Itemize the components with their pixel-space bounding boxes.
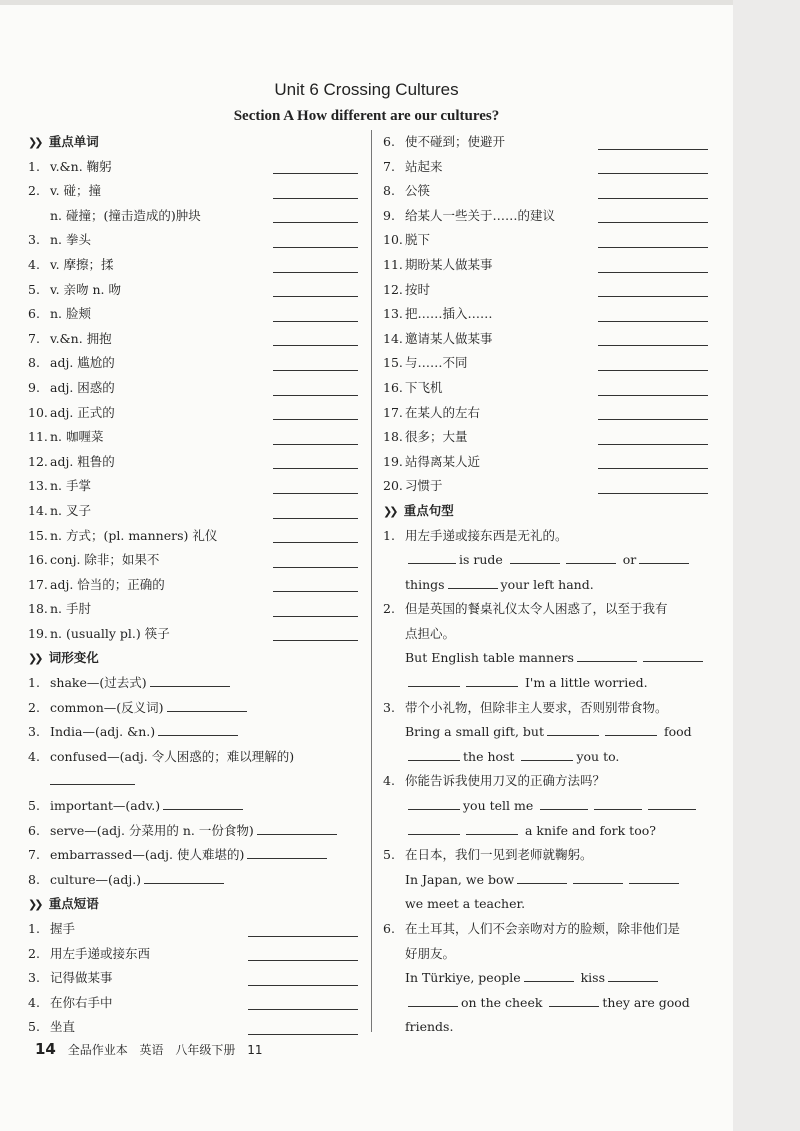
item-number: 13. xyxy=(383,306,403,322)
sentence-2-en: But English table manners xyxy=(383,646,708,671)
item-number: 11. xyxy=(28,429,48,445)
item-number: 14. xyxy=(28,502,48,518)
item-text: embarrassed—(adj. 使人难堪的) xyxy=(50,847,245,863)
answer-blank[interactable] xyxy=(273,591,358,592)
answer-blank[interactable] xyxy=(598,321,708,322)
phrase-list-left xyxy=(28,917,358,1040)
list-item xyxy=(28,966,358,991)
list-item xyxy=(28,843,358,868)
list-item xyxy=(28,794,358,819)
list-item xyxy=(28,327,358,352)
list-item xyxy=(28,524,358,549)
list-item xyxy=(28,179,358,204)
list-item xyxy=(28,425,358,450)
item-number: 17. xyxy=(383,404,403,420)
list-item xyxy=(383,155,708,180)
sentence-3-zh: 3. 带个小礼物，但除非主人要求，否则别带食物。 xyxy=(383,699,668,715)
list-item xyxy=(383,425,708,450)
answer-blank[interactable] xyxy=(273,419,358,420)
answer-blank[interactable] xyxy=(257,833,337,835)
item-number: 19. xyxy=(28,625,48,641)
list-item xyxy=(28,499,358,524)
sentence-6-zh: 6. 在土耳其，人们不会亲吻对方的脸颊，除非他们是 xyxy=(383,921,681,936)
list-item xyxy=(28,720,358,745)
answer-blank[interactable] xyxy=(598,149,708,150)
item-number: 6. xyxy=(28,306,40,322)
answer-blank[interactable] xyxy=(273,395,358,396)
item-text: important—(adv.) xyxy=(50,798,161,814)
list-item xyxy=(383,278,708,303)
page-footer xyxy=(35,1040,271,1058)
list-item xyxy=(28,942,358,967)
item-text: n. 咖喱菜 xyxy=(50,429,104,445)
section-title: Section A How different are our cultures? xyxy=(233,108,500,124)
answer-blank[interactable] xyxy=(598,370,708,371)
answer-blank[interactable] xyxy=(248,985,358,986)
item-text: n. 拳头 xyxy=(50,232,91,248)
item-text: n. 叉子 xyxy=(50,502,91,518)
item-text: adj. 尴尬的 xyxy=(50,355,115,371)
item-number: 17. xyxy=(28,576,48,592)
item-number: 18. xyxy=(383,429,403,445)
answer-blank[interactable] xyxy=(248,960,358,961)
item-text: 习惯于 xyxy=(405,478,443,494)
section-heading-vocab: ❯❯ 重点单词 xyxy=(28,134,99,149)
page-code: 11 xyxy=(247,1043,263,1057)
list-item xyxy=(28,1015,358,1040)
answer-blank[interactable] xyxy=(273,493,358,494)
page-top-edge xyxy=(0,0,733,5)
answer-blank[interactable] xyxy=(598,247,708,248)
item-text: 站得离某人近 xyxy=(405,453,481,469)
list-item xyxy=(383,253,708,278)
item-number: 18. xyxy=(28,601,48,617)
item-number: 10. xyxy=(28,404,48,420)
item-number: 9. xyxy=(383,207,395,223)
item-number: 4. xyxy=(28,994,40,1010)
right-column xyxy=(383,130,708,1040)
answer-blank[interactable] xyxy=(248,1034,358,1035)
answer-blank[interactable] xyxy=(598,272,708,273)
sentence-2-en-2: I'm a little worried. xyxy=(383,671,708,696)
list-item xyxy=(383,204,708,229)
answer-blank[interactable] xyxy=(158,734,238,736)
section-heading-wordforms: ❯❯ 词形变化 xyxy=(28,650,99,666)
item-text: 把……插入…… xyxy=(405,306,493,322)
answer-blank[interactable] xyxy=(598,296,708,297)
item-text: n. (usually pl.) 筷子 xyxy=(50,625,170,641)
item-number: 15. xyxy=(383,355,403,371)
item-text: 握手 xyxy=(50,921,76,936)
answer-blank[interactable] xyxy=(598,444,708,445)
answer-blank[interactable] xyxy=(273,296,358,297)
item-number: 14. xyxy=(383,330,403,346)
answer-blank[interactable] xyxy=(273,468,358,469)
answer-blank[interactable] xyxy=(248,1009,358,1010)
item-text: 邀请某人做某事 xyxy=(405,330,493,346)
answer-blank[interactable] xyxy=(163,808,243,810)
answer-blank[interactable] xyxy=(273,640,358,641)
answer-blank[interactable] xyxy=(273,321,358,322)
list-item xyxy=(28,819,358,844)
item-number: 7. xyxy=(28,330,40,346)
answer-blank[interactable] xyxy=(273,370,358,371)
list-item xyxy=(28,548,358,573)
answer-blank[interactable] xyxy=(273,222,358,223)
item-text: v.&n. 拥抱 xyxy=(50,330,112,346)
item-text: 坐直 xyxy=(50,1019,76,1035)
item-number: 20. xyxy=(383,478,403,494)
answer-blank[interactable] xyxy=(598,468,708,469)
answer-blank[interactable] xyxy=(273,444,358,445)
list-item xyxy=(383,474,708,499)
answer-blank[interactable] xyxy=(144,882,224,884)
list-item xyxy=(28,204,358,229)
answer-blank[interactable] xyxy=(598,222,708,223)
list-item xyxy=(28,745,358,770)
answer-blank[interactable] xyxy=(598,198,708,199)
list-item xyxy=(383,130,708,155)
item-text: v. 摩擦；揉 xyxy=(50,256,114,272)
answer-blank[interactable] xyxy=(50,783,135,785)
list-item xyxy=(28,474,358,499)
vocab-list xyxy=(28,155,358,647)
item-text: v. 亲吻 n. 吻 xyxy=(50,281,121,297)
sentence-1-zh: 1. 用左手递或接东西是无礼的。 xyxy=(383,527,568,543)
item-text: 给某人一些关于……的建议 xyxy=(405,207,556,223)
list-item xyxy=(28,868,358,893)
sentence-5-en: In Japan, we bow xyxy=(383,868,708,893)
item-text: India—(adj. &n.) xyxy=(50,724,156,740)
item-number: 6. xyxy=(383,134,395,149)
sentence-5-en-2: we meet a teacher. xyxy=(405,896,526,912)
sentence-2-zh-2: 点担心。 xyxy=(405,625,456,641)
item-number: 7. xyxy=(383,158,395,174)
list-item xyxy=(28,597,358,622)
item-text: conj. 除非；如果不 xyxy=(50,552,160,568)
list-item xyxy=(28,155,358,180)
list-item xyxy=(383,376,708,401)
list-item xyxy=(383,228,708,253)
unit-title: Unit 6 Crossing Cultures xyxy=(274,80,459,99)
column-divider xyxy=(371,130,372,1032)
item-number: 9. xyxy=(28,379,40,395)
answer-blank[interactable] xyxy=(598,419,708,420)
item-text: v. 碰；撞 xyxy=(50,183,102,199)
item-number: 1. xyxy=(28,675,40,691)
item-text: n. 碰撞；(撞击造成的)肿块 xyxy=(50,207,201,223)
item-number: 7. xyxy=(28,847,40,863)
item-number: 11. xyxy=(383,256,403,272)
item-text: 在你右手中 xyxy=(50,994,113,1010)
item-text: 使不碰到；使避开 xyxy=(405,134,506,149)
list-item xyxy=(383,179,708,204)
list-item xyxy=(28,401,358,426)
book-name: 全品作业本 xyxy=(67,1043,128,1057)
item-number: 16. xyxy=(383,379,403,395)
page-number: 14 xyxy=(35,1040,56,1058)
item-text: adj. 困惑的 xyxy=(50,379,115,395)
sentence-6-en-3: friends. xyxy=(405,1019,454,1035)
scan-margin xyxy=(733,0,800,1131)
subject: 英语 xyxy=(139,1043,164,1057)
list-item xyxy=(383,401,708,426)
item-number: 10. xyxy=(383,232,403,248)
list-item xyxy=(28,991,358,1016)
item-number: 8. xyxy=(28,871,40,887)
item-text: 站起来 xyxy=(405,158,443,174)
item-number: 3. xyxy=(28,970,40,986)
item-number: 2. xyxy=(28,699,40,715)
item-text: 下飞机 xyxy=(405,379,443,395)
answer-blank[interactable] xyxy=(273,518,358,519)
item-text: 在某人的左右 xyxy=(405,404,481,420)
item-text: adj. 正式的 xyxy=(50,404,115,420)
item-number: 12. xyxy=(383,281,403,297)
list-item xyxy=(28,573,358,598)
answer-blank[interactable] xyxy=(273,173,358,174)
list-item xyxy=(383,302,708,327)
sentence-6-en-2: on the cheek they are good xyxy=(383,991,708,1016)
item-number: 15. xyxy=(28,527,48,543)
sentence-4-zh: 4. 你能告诉我使用刀叉的正确方法吗？ xyxy=(383,773,606,789)
sentence-4-en-2: a knife and fork too? xyxy=(383,819,708,844)
item-number: 8. xyxy=(28,355,40,371)
sentence-3-en-2: the host you to. xyxy=(383,745,708,770)
sentence-3-en: Bring a small gift, but food xyxy=(405,724,692,740)
item-number: 5. xyxy=(28,281,40,297)
item-text: 很多；大量 xyxy=(405,429,468,445)
item-number: 19. xyxy=(383,453,403,469)
sentence-1-en: is rude or xyxy=(383,548,708,573)
item-number: 1. xyxy=(28,158,40,174)
list-item xyxy=(28,917,358,942)
list-item xyxy=(28,302,358,327)
item-text: 脱下 xyxy=(405,232,431,248)
item-text: 按时 xyxy=(405,281,431,297)
list-item xyxy=(28,278,358,303)
item-text: 记得做某事 xyxy=(50,970,113,986)
item-text: adj. 粗鲁的 xyxy=(50,453,115,469)
item-number: 16. xyxy=(28,552,48,568)
answer-blank[interactable] xyxy=(167,710,247,712)
item-number: 2. xyxy=(28,945,40,961)
item-text: 公筷 xyxy=(405,183,431,199)
sentence-5-zh: 5. 在日本，我们一见到老师就鞠躬。 xyxy=(383,847,593,863)
list-item xyxy=(383,351,708,376)
item-text: culture—(adj.) xyxy=(50,871,142,887)
wordform-list xyxy=(28,671,358,892)
answer-blank[interactable] xyxy=(598,395,708,396)
item-number: 2. xyxy=(28,183,40,199)
item-text: 与……不同 xyxy=(405,355,468,371)
sentence-6-zh-2: 好朋友。 xyxy=(405,945,456,961)
answer-blank[interactable] xyxy=(598,493,708,494)
sentence-1-en-2: things your left hand. xyxy=(405,576,594,592)
item-number: 13. xyxy=(28,478,48,494)
item-number: 5. xyxy=(28,798,40,814)
item-text: n. 手掌 xyxy=(50,478,91,494)
item-number: 6. xyxy=(28,822,40,838)
sentence-6-en: In Türkiye, people kiss xyxy=(383,966,708,991)
item-text: adj. 恰当的；正确的 xyxy=(50,576,165,592)
list-item xyxy=(28,253,358,278)
answer-blank[interactable] xyxy=(598,173,708,174)
item-number: 3. xyxy=(28,232,40,248)
item-text: 期盼某人做某事 xyxy=(405,256,493,272)
list-item xyxy=(28,351,358,376)
phrase-list-right xyxy=(383,130,708,499)
answer-blank[interactable] xyxy=(273,567,358,568)
answer-blank[interactable] xyxy=(150,685,230,687)
answer-blank[interactable] xyxy=(248,936,358,937)
answer-blank[interactable] xyxy=(273,198,358,199)
item-text: common—(反义词) xyxy=(50,699,164,715)
left-column xyxy=(28,130,358,1040)
answer-blank[interactable] xyxy=(273,345,358,346)
list-item xyxy=(28,450,358,475)
list-item xyxy=(28,376,358,401)
list-item xyxy=(28,622,358,647)
item-text: v.&n. 鞠躬 xyxy=(50,158,112,174)
item-number: 1. xyxy=(28,921,40,936)
sentence-2-zh: 2. 但是英国的餐桌礼仪太令人困惑了，以至于我有 xyxy=(383,601,668,617)
item-text: serve—(adj. 分菜用的 n. 一份食物) xyxy=(50,822,254,838)
item-text: n. 脸颊 xyxy=(50,306,91,322)
section-heading-phrases: ❯❯ 重点短语 xyxy=(28,896,99,912)
list-item xyxy=(28,696,358,721)
item-text: 用左手递或接东西 xyxy=(50,945,151,961)
answer-blank[interactable] xyxy=(273,542,358,543)
answer-blank[interactable] xyxy=(273,616,358,617)
list-item xyxy=(28,671,358,696)
item-text: confused—(adj. 令人困惑的；难以理解的) xyxy=(50,748,295,764)
item-number: 5. xyxy=(28,1019,40,1035)
item-text: n. 手肘 xyxy=(50,601,91,617)
answer-blank[interactable] xyxy=(273,272,358,273)
list-item xyxy=(383,450,708,475)
item-number: 12. xyxy=(28,453,48,469)
item-text: shake—(过去式) xyxy=(50,675,147,691)
sentence-4-en: you tell me xyxy=(383,794,708,819)
answer-blank[interactable] xyxy=(247,857,327,859)
item-number: 3. xyxy=(28,724,40,740)
section-heading-sentences: ❯❯ 重点句型 xyxy=(383,502,454,518)
list-item xyxy=(383,327,708,352)
item-number: 4. xyxy=(28,256,40,272)
answer-blank[interactable] xyxy=(273,247,358,248)
item-text: n. 方式；(pl. manners) 礼仪 xyxy=(50,527,218,543)
grade: 八年级下册 xyxy=(175,1043,236,1057)
item-number: 4. xyxy=(28,748,40,764)
item-number: 8. xyxy=(383,183,395,199)
list-item xyxy=(28,228,358,253)
list-item-continuation xyxy=(28,769,358,794)
answer-blank[interactable] xyxy=(598,345,708,346)
